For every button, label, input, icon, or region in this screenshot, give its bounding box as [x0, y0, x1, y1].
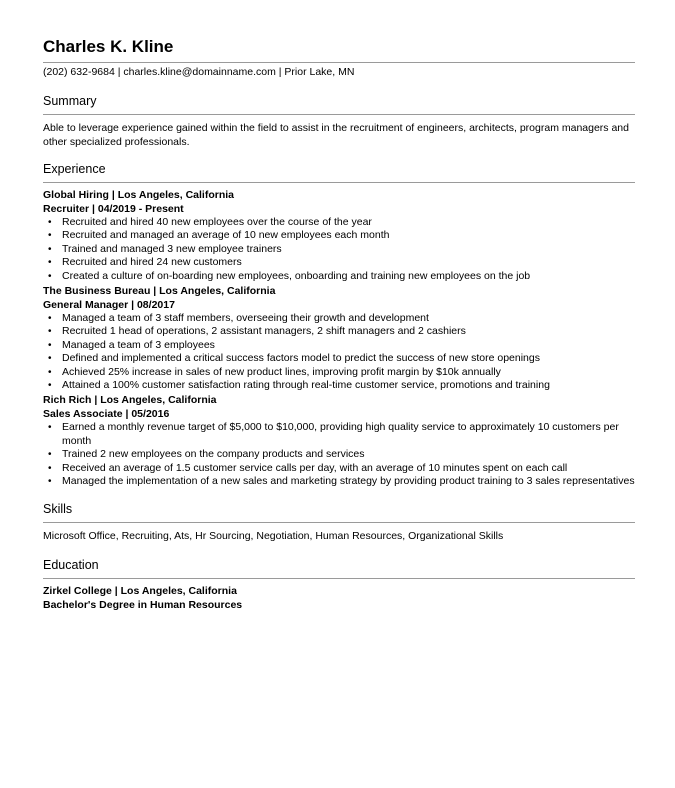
job-company: The Business Bureau | Los Angeles, California [43, 285, 276, 298]
bullet-item: • Trained 2 new employees on the company products and services [62, 448, 635, 461]
bullet-item: • Earned a monthly revenue target of $5,000 to $10,000, providing high quality service to approximately 10 customers per month [62, 421, 635, 448]
skills-text: Microsoft Office, Recruiting, Ats, Hr Sourcing, Negotiation, Human Resources, Organizational Skills [43, 529, 504, 542]
education-degree: Bachelor's Degree in Human Resources [43, 598, 243, 611]
job-role: General Manager | 08/2017 [43, 298, 175, 311]
bullet-item: • Recruited and hired 40 new employees over the course of the year [62, 216, 635, 229]
job-entry [43, 189, 635, 283]
contact-line: (202) 632-9684 | charles.kline@domainname.com | Prior Lake, MN [43, 66, 355, 78]
bullet-item: • Created a culture of on-boarding new employees, onboarding and training new employees on the job [62, 270, 635, 283]
bullet-item: • Recruited and managed an average of 10 new employees each month [62, 229, 635, 242]
job-entry [43, 285, 635, 392]
summary-text: Able to leverage experience gained within the field to assist in the recruitment of engineers, architects, program managers and other specialized professionals. [43, 122, 629, 148]
job-bullets [43, 216, 635, 283]
candidate-name: Charles K. Kline [43, 37, 174, 56]
education-school: Zirkel College | Los Angeles, California [43, 585, 237, 597]
divider [43, 182, 635, 183]
divider [43, 522, 635, 523]
bullet-item: • Defined and implemented a critical success factors model to predict the success of new store openings [62, 352, 635, 365]
job-bullets [43, 312, 635, 392]
job-entry [43, 394, 635, 488]
experience-heading: Experience [43, 162, 106, 176]
bullet-item: • Managed a team of 3 employees [62, 339, 635, 352]
bullet-item: • Received an average of 1.5 customer service calls per day, with an average of 10 minutes spent on each call [62, 462, 635, 475]
bullet-item: • Attained a 100% customer satisfaction rating through real-time customer service, promotions and training [62, 379, 635, 392]
bullet-item: • Recruited 1 head of operations, 2 assistant managers, 2 shift managers and 2 cashiers [62, 325, 635, 338]
job-role: Recruiter | 04/2019 - Present [43, 202, 184, 215]
bullet-item: • Achieved 25% increase in sales of new product lines, improving profit margin by $10k annually [62, 366, 635, 379]
summary-heading: Summary [43, 94, 97, 108]
bullet-item: • Recruited and hired 24 new customers [62, 256, 635, 269]
job-company: Global Hiring | Los Angeles, California [43, 189, 234, 201]
job-company: Rich Rich | Los Angeles, California [43, 394, 217, 407]
job-bullets [43, 421, 635, 488]
bullet-item: • Trained and managed 3 new employee trainers [62, 243, 635, 256]
divider [43, 114, 635, 115]
divider [43, 578, 635, 579]
skills-heading: Skills [43, 501, 73, 516]
education-heading: Education [43, 558, 99, 572]
bullet-item: • Managed a team of 3 staff members, overseeing their growth and development [62, 312, 635, 325]
resume-page [43, 37, 635, 612]
job-role: Sales Associate | 05/2016 [43, 407, 170, 420]
education-entry [43, 585, 635, 612]
bullet-item: • Managed the implementation of a new sales and marketing strategy by providing product training to 3 sales representatives [62, 475, 635, 488]
